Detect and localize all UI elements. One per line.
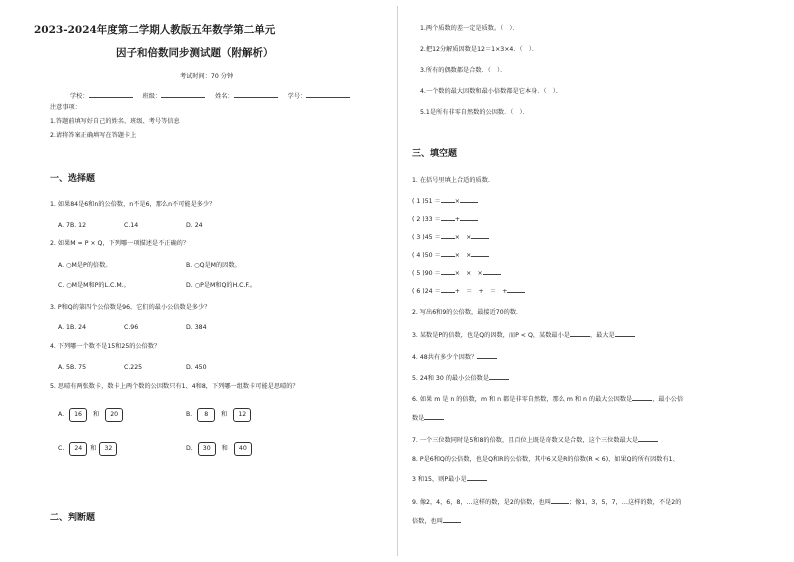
answer-blank[interactable] (477, 352, 497, 359)
section-judge-title: 二、判断题 (50, 513, 96, 523)
answer-blank[interactable] (638, 435, 658, 442)
fill-row (412, 196, 478, 206)
answer-blank[interactable] (460, 214, 478, 221)
question-text (412, 497, 681, 507)
answer-blank[interactable] (483, 268, 501, 275)
option-label: A. (58, 411, 65, 418)
answer-blank[interactable] (460, 196, 478, 203)
student-id-field[interactable] (306, 91, 350, 98)
note-item: 2.请将答案正确填写在答题卡上 (50, 132, 137, 139)
and-label: 和 (221, 445, 228, 452)
school-label: 学校： (70, 93, 89, 100)
fill-row (412, 268, 501, 278)
question-text: 3. P和Q的第四个公倍数是96，它们的最小公倍数是多少？ (50, 304, 211, 311)
fill-row-label: ( 3 )45 ＝ (412, 234, 441, 241)
answer-blank[interactable] (443, 516, 461, 523)
question-text (412, 413, 444, 423)
answer-blank[interactable] (471, 232, 489, 239)
exam-time: 考试时间：70 分钟 (180, 73, 234, 80)
judge-item: 1.两个质数的差一定是质数。（ ）． (420, 25, 519, 32)
fill-row (412, 286, 525, 296)
and-label: 和 (93, 411, 100, 418)
option-d[interactable]: D. 24 (186, 222, 203, 229)
question-text (412, 373, 509, 383)
question-part: ，最大是 (589, 332, 615, 339)
option-label: C. (58, 445, 65, 452)
answer-blank[interactable] (467, 474, 487, 481)
and-label: 和 (90, 445, 97, 452)
card-option-a[interactable] (58, 408, 123, 422)
answer-blank[interactable] (471, 250, 489, 257)
fill-row (412, 232, 489, 242)
question-text: 2. 如果M = P × Q，下列哪一项描述是不正确的？ (50, 240, 190, 247)
option-d[interactable]: D. ○P是M和Q的H.C.F.。 (186, 282, 257, 289)
option-a[interactable]: A. 5B. 75 (58, 364, 87, 371)
question-text (412, 352, 497, 362)
option-c[interactable]: C.225 (124, 364, 143, 371)
card-option-d[interactable] (186, 442, 252, 456)
question-part: ；像1，3，5，7，…这样的数，不是2的 (568, 499, 682, 506)
option-label: D. (186, 445, 193, 452)
student-info-row (70, 91, 350, 101)
number-card: 8 (197, 408, 215, 422)
option-b[interactable]: B. ○Q是M的因数。 (186, 262, 241, 269)
fill-row (412, 214, 478, 224)
fill-row-tail: + ＝ + ＝ + (454, 288, 508, 295)
number-card: 20 (105, 408, 123, 422)
class-field[interactable] (161, 91, 205, 98)
question-text (412, 516, 461, 526)
answer-blank[interactable] (551, 497, 569, 504)
column-divider (397, 6, 398, 556)
student-id-label: 学号： (287, 93, 307, 100)
note-item: 1.答题前填写好自己的姓名、班级、考号等信息 (50, 118, 180, 125)
judge-item: 4.一个数的最大因数和最小倍数都是它本身．（ ）． (420, 88, 563, 95)
fill-row (412, 250, 489, 260)
question-text (412, 435, 658, 445)
question-text (412, 394, 683, 404)
question-part: ，最小公倍 (652, 396, 684, 403)
fill-row-tail: + (454, 216, 460, 223)
option-c[interactable]: C.14 (124, 222, 139, 229)
judge-item: 2.把12分解质因数是12＝1×3×4．（ ）． (420, 46, 539, 53)
card-option-c[interactable] (58, 442, 117, 456)
answer-blank[interactable] (507, 286, 525, 293)
question-part: 数是 (412, 415, 425, 422)
page-subtitle: 因子和倍数同步测试题（附解析） (116, 47, 274, 59)
class-label: 班级： (142, 93, 162, 100)
fill-row-tail: × × × (454, 270, 483, 277)
number-card: 32 (99, 442, 117, 456)
and-label: 和 (221, 411, 228, 418)
question-part: 3 和15，则P最小是 (412, 476, 467, 483)
fill-row-label: ( 2 )33 ＝ (412, 216, 441, 223)
answer-blank[interactable] (441, 250, 455, 257)
number-card: 16 (69, 408, 87, 422)
answer-blank[interactable] (441, 268, 455, 275)
question-part: 倍数，也叫 (412, 518, 443, 525)
answer-blank[interactable] (441, 286, 455, 293)
name-label: 姓名： (215, 93, 234, 100)
number-card: 12 (233, 408, 251, 422)
question-part: 9. 像2，4，6，8，…这样的数，是2的倍数，也叫 (412, 499, 551, 506)
question-part: 5. 24和 30 的最小公倍数是 (412, 375, 490, 382)
option-d[interactable]: D. 450 (186, 364, 207, 371)
fill-row-tail: × × (454, 252, 472, 259)
fill-row-label: ( 6 )24 ＝ (412, 288, 441, 295)
answer-blank[interactable] (632, 394, 652, 401)
question-text: 5. 思晴有两张数卡，数卡上两个数的公因数只有1、4和8，下列哪一组数卡可能是思晴的？ (50, 383, 299, 390)
fill-row-label: ( 5 )90 ＝ (412, 270, 441, 277)
question-text (412, 474, 487, 484)
section-fill-title: 三、填空题 (412, 149, 458, 159)
option-d[interactable]: D. 384 (186, 324, 207, 331)
name-field[interactable] (234, 91, 278, 98)
question-part: 3. 某数是P的倍数，也是Q的因数，而P < Q，某数最小是 (412, 332, 570, 339)
answer-blank[interactable] (424, 413, 444, 420)
section-choice-title: 一、选择题 (50, 174, 96, 184)
option-c[interactable]: C. ○M是M和P的L.C.M.。 (58, 282, 130, 289)
school-field[interactable] (89, 91, 133, 98)
judge-item: 3.所有的偶数都是合数．（ ）． (420, 67, 507, 74)
question-text: 1. 如果84是6和n的公倍数，n不是6，那么n不可能是多少？ (50, 201, 216, 208)
answer-blank[interactable] (441, 232, 455, 239)
answer-blank[interactable] (570, 330, 590, 337)
fill-row-tail: × (454, 198, 460, 205)
answer-blank[interactable] (489, 373, 509, 380)
page-title: 2023-2024年度第二学期人教版五年数学第二单元 (34, 24, 276, 36)
fill-row-label: ( 1 )51 ＝ (412, 198, 441, 205)
question-text: 8. P是6和Q的公倍数，也是Q和R的公倍数，其中6又是R的倍数(R < 6)，如果Q的所有因数有1、 (412, 456, 679, 463)
option-a[interactable]: A. 7B. 12 (58, 222, 87, 229)
answer-blank[interactable] (441, 196, 455, 203)
question-part: 7. 一个三位数同时是5和8的倍数，且百位上既是奇数又是合数，这个三位数最大是 (412, 437, 639, 444)
card-option-b[interactable] (186, 408, 251, 422)
answer-blank[interactable] (615, 330, 635, 337)
notes-heading: 注意事项： (50, 104, 81, 111)
number-card: 30 (198, 442, 216, 456)
fill-row-label: ( 4 )50 ＝ (412, 252, 441, 259)
option-a[interactable]: A. ○M是P的倍数。 (58, 262, 112, 269)
option-label: B. (186, 411, 193, 418)
question-text: 4. 下列哪一个数不是15和25的公倍数？ (50, 343, 161, 350)
number-card: 24 (69, 442, 87, 456)
number-card: 40 (234, 442, 252, 456)
answer-blank[interactable] (441, 214, 455, 221)
question-text: 2. 写出6和9的公倍数，最接近70的数. (412, 309, 519, 316)
fill-row-tail: × × (454, 234, 472, 241)
judge-item: 5.1是所有非零自然数的公因数．（ ）． (420, 109, 529, 116)
question-part: 4. 48共有多少个因数？ (412, 354, 478, 361)
option-c[interactable]: C.96 (124, 324, 139, 331)
question-part: 6. 如果 m 是 n 的倍数，m 和 n 都是非零自然数，那么 m 和 n 的最大公因数是 (412, 396, 633, 403)
question-text: 1. 在括号里填上合适的质数. (412, 177, 490, 184)
option-a[interactable]: A. 1B. 24 (58, 324, 87, 331)
question-text (412, 330, 635, 340)
